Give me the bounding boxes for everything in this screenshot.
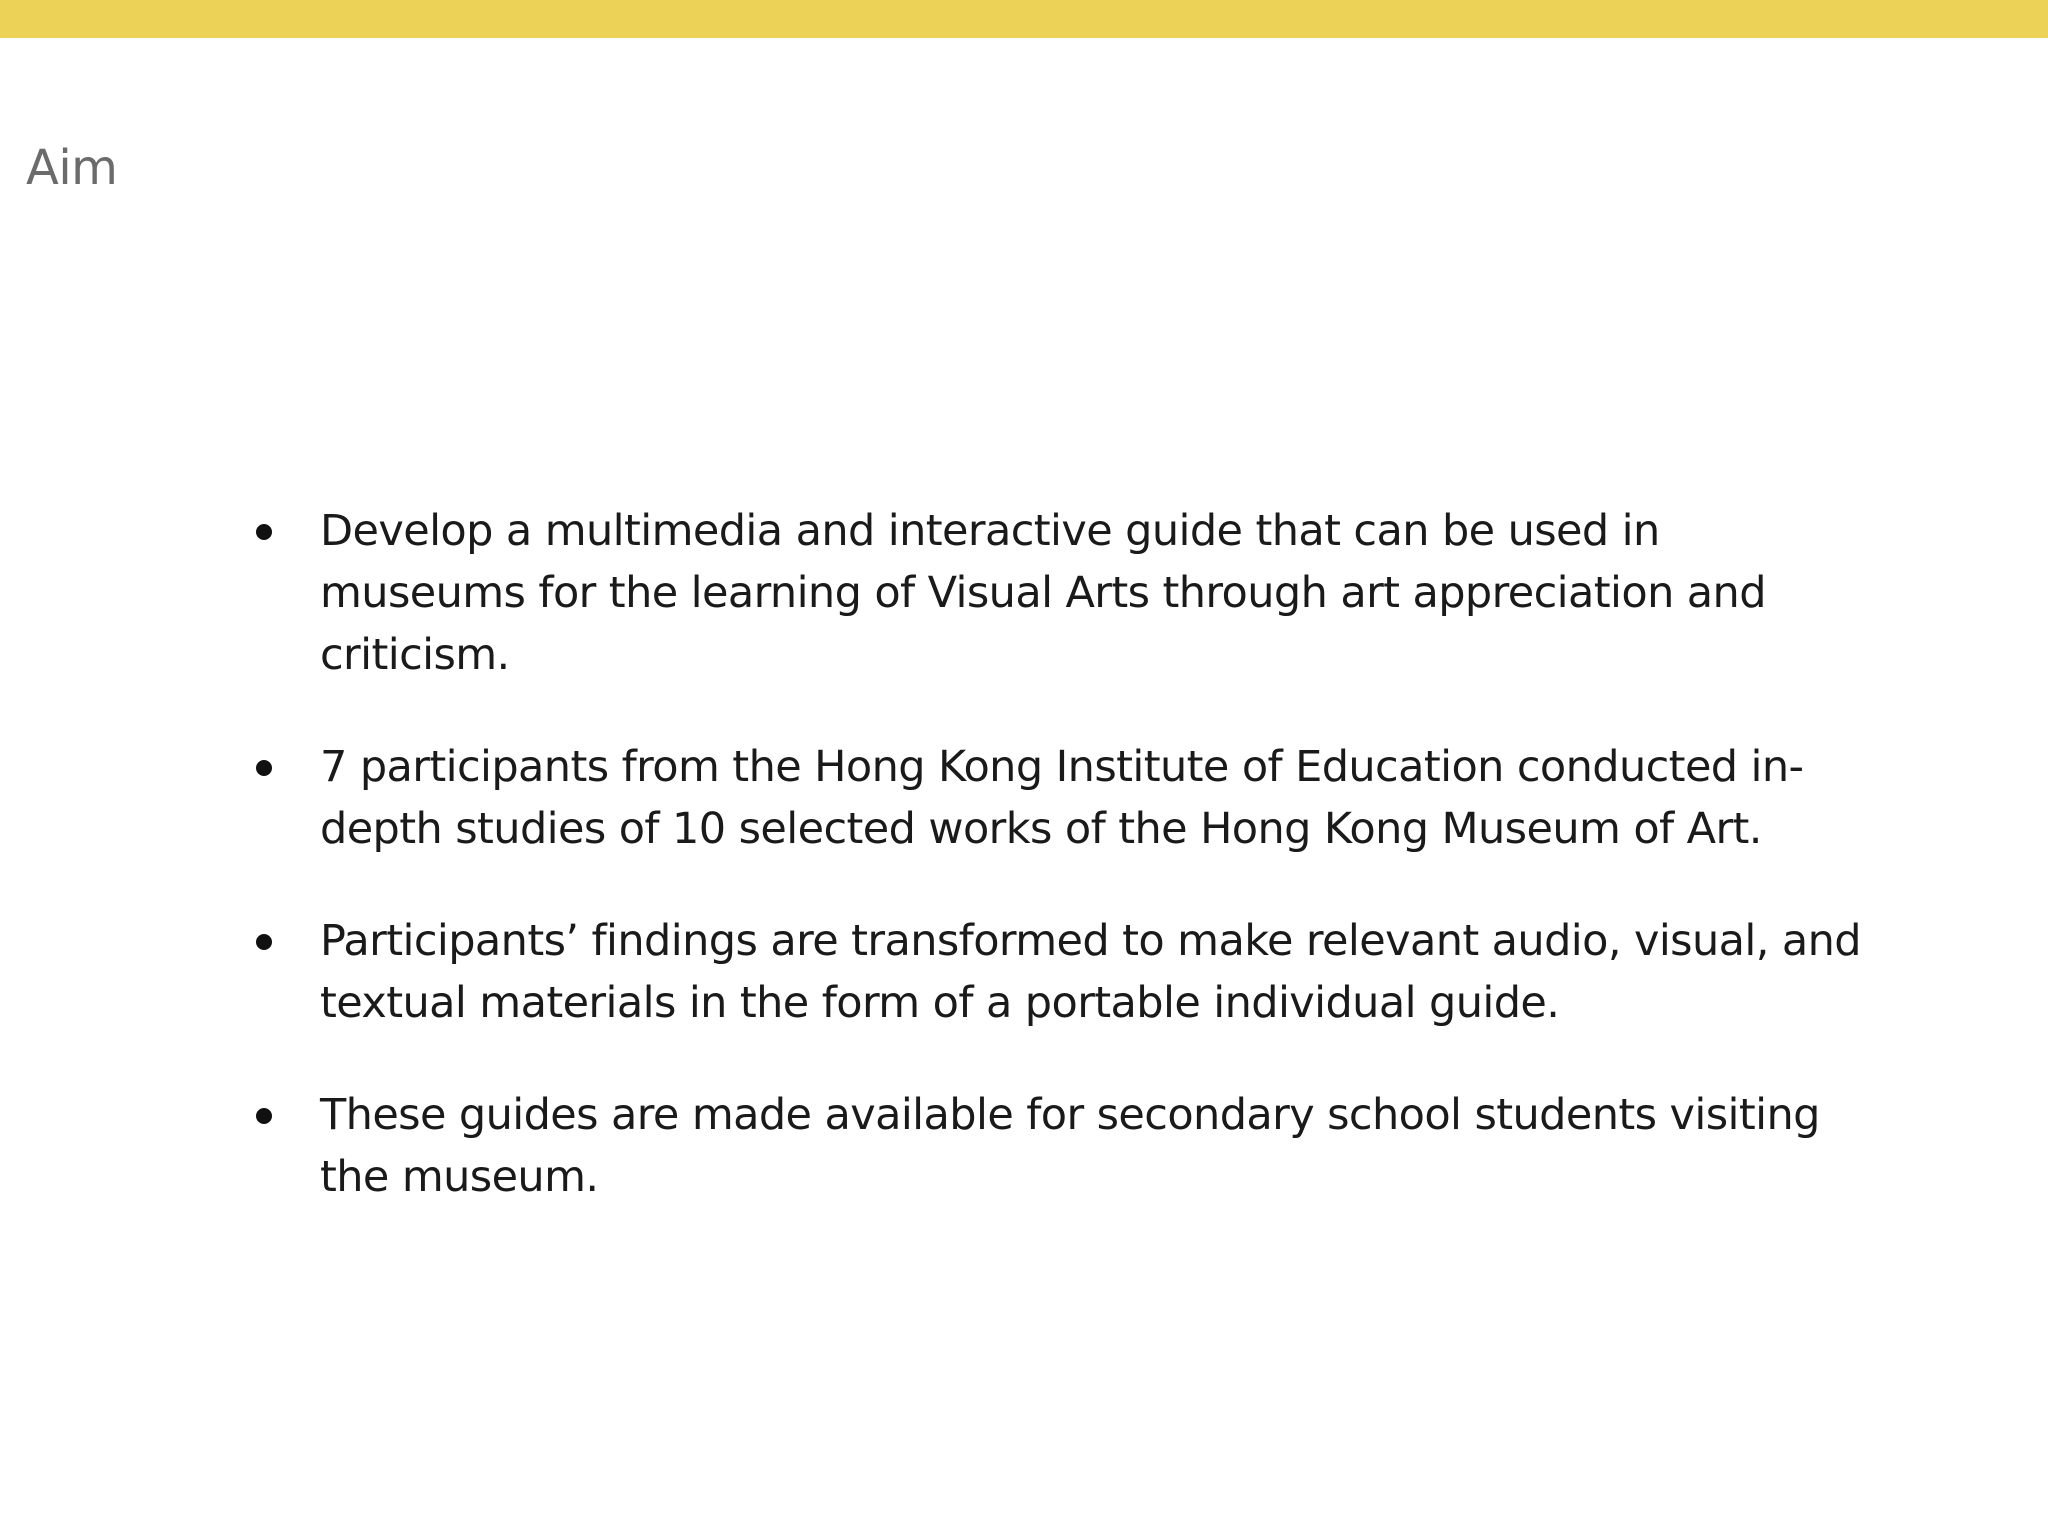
bullet-icon xyxy=(256,760,272,776)
bullet-icon xyxy=(256,1108,272,1124)
bullet-text: 7 participants from the Hong Kong Institute of Education conducted in-depth studies of 10 selected works of the Hong Kong Museum of Art. xyxy=(320,742,1804,854)
slide-title: Aim xyxy=(26,140,118,196)
list-item xyxy=(250,910,1870,1034)
bullet-icon xyxy=(256,524,272,540)
list-item xyxy=(250,1084,1870,1208)
list-item xyxy=(250,500,1870,686)
bullet-icon xyxy=(256,934,272,950)
bullet-text: Participants’ findings are transformed to make relevant audio, visual, and textual materials in the form of a portable individual guide. xyxy=(320,916,1861,1028)
list-item xyxy=(250,736,1870,860)
bullet-list xyxy=(250,500,1870,1258)
bullet-text: Develop a multimedia and interactive guide that can be used in museums for the learning of Visual Arts through art appreciation and criticism. xyxy=(320,506,1766,680)
bullet-text: These guides are made available for secondary school students visiting the museum. xyxy=(320,1090,1820,1202)
top-accent-bar xyxy=(0,0,2048,38)
